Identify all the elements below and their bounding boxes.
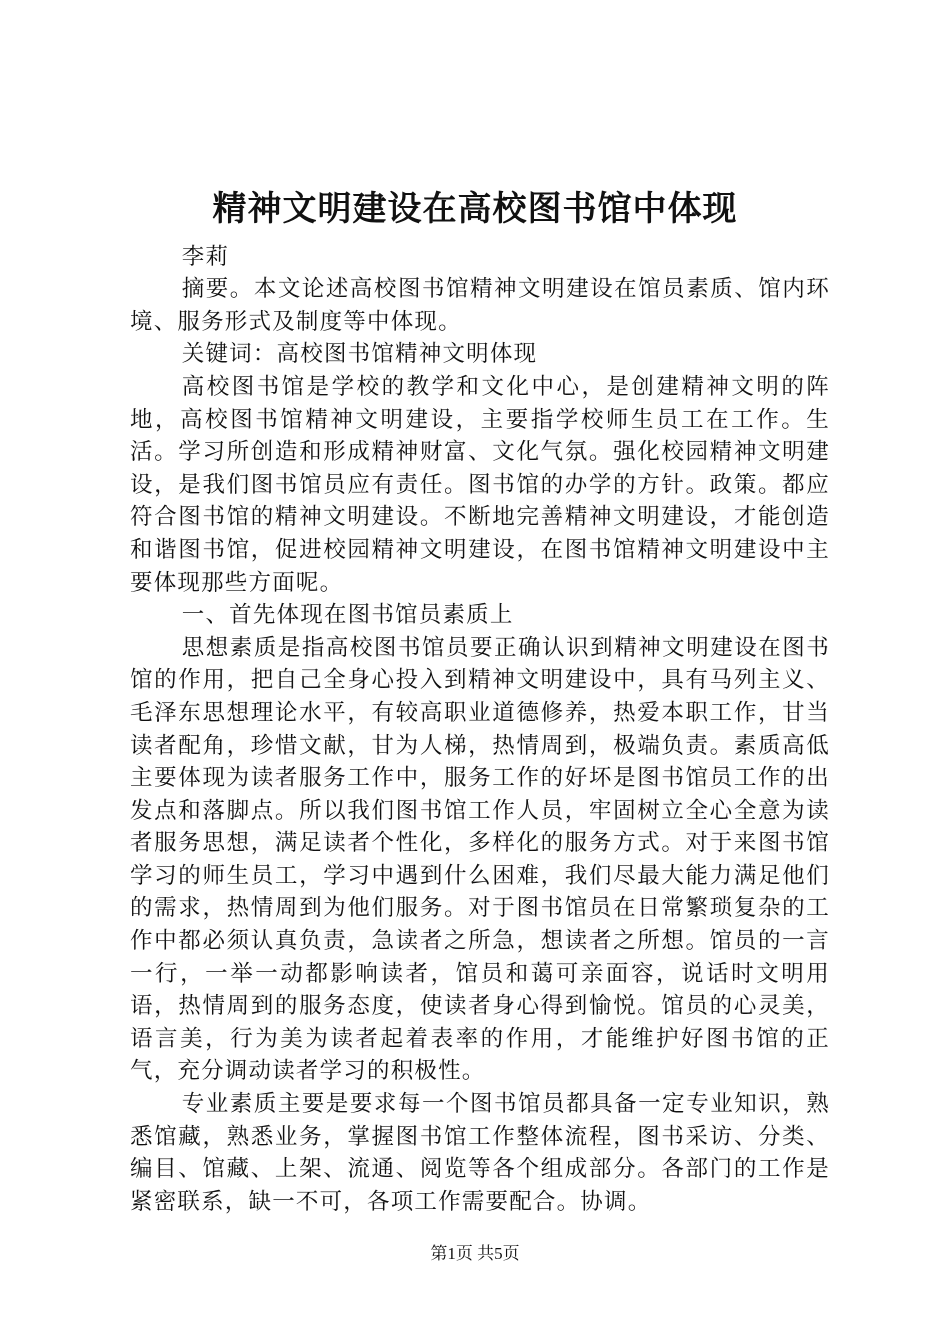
- document-title: 精神文明建设在高校图书馆中体现: [212, 189, 738, 229]
- body-paragraph-intro: 高校图书馆是学校的教学和文化中心，是创建精神文明的阵地，高校图书馆精神文明建设，主要指学校师生员工在工作。生活。学习所创造和形成精神财富、文化气氛。强化校园精神文明建设，是我们图书馆员应有责任。图书馆的办学的方针。政策。都应符合图书馆的精神文明建设。不断地完善精神文明建设，才能创造和谐图书馆，促进校园精神文明建设，在图书馆精神文明建设中主要体现那些方面呢。: [130, 373, 830, 596]
- body-paragraph-ideology: 思想素质是指高校图书馆员要正确认识到精神文明建设在图书馆的作用，把自己全身心投入到精神文明建设中，具有马列主义、毛泽东思想理论水平，有较高职业道德修养，热爱本职工作，甘当读者配角，珍惜文献，甘为人梯，热情周到，极端负责。素质高低主要体现为读者服务工作中，服务工作的好坏是图书馆员工作的出发点和落脚点。所以我们图书馆工作人员，牢固树立全心全意为读者服务思想，满足读者个性化，多样化的服务方式。对于来图书馆学习的师生员工，学习中遇到什么困难，我们尽最大能力满足他们的需求，热情周到为他们服务。对于图书馆员在日常繁琐复杂的工作中都必须认真负责，急读者之所急，想读者之所想。馆员的一言一行，一举一动都影响读者，馆员和蔼可亲面容，说话时文明用语，热情周到的服务态度，使读者身心得到愉悦。馆员的心灵美，语言美，行为美为读者起着表率的作用，才能维护好图书馆的正气，充分调动读者学习的积极性。: [130, 634, 830, 1085]
- body-paragraph-professional: 专业素质主要是要求每一个图书馆员都具备一定专业知识，熟悉馆藏，熟悉业务，掌握图书馆工作整体流程，图书采访、分类、编目、馆藏、上架、流通、阅览等各个组成部分。各部门的工作是紧密联系，缺一不可，各项工作需要配合。协调。: [130, 1091, 830, 1215]
- keywords-line: 关键词：高校图书馆精神文明体现: [181, 341, 538, 368]
- author-line: 李莉: [181, 243, 230, 270]
- abstract-paragraph: 摘要。本文论述高校图书馆精神文明建设在馆员素质、馆内环境、服务形式及制度等中体现。: [130, 276, 830, 335]
- section-heading: 一、首先体现在图书馆员素质上: [181, 602, 514, 629]
- title-gap: [130, 208, 830, 241]
- page-indicator: 第1页 共5页: [430, 1244, 520, 1263]
- document-body: [130, 208, 830, 1218]
